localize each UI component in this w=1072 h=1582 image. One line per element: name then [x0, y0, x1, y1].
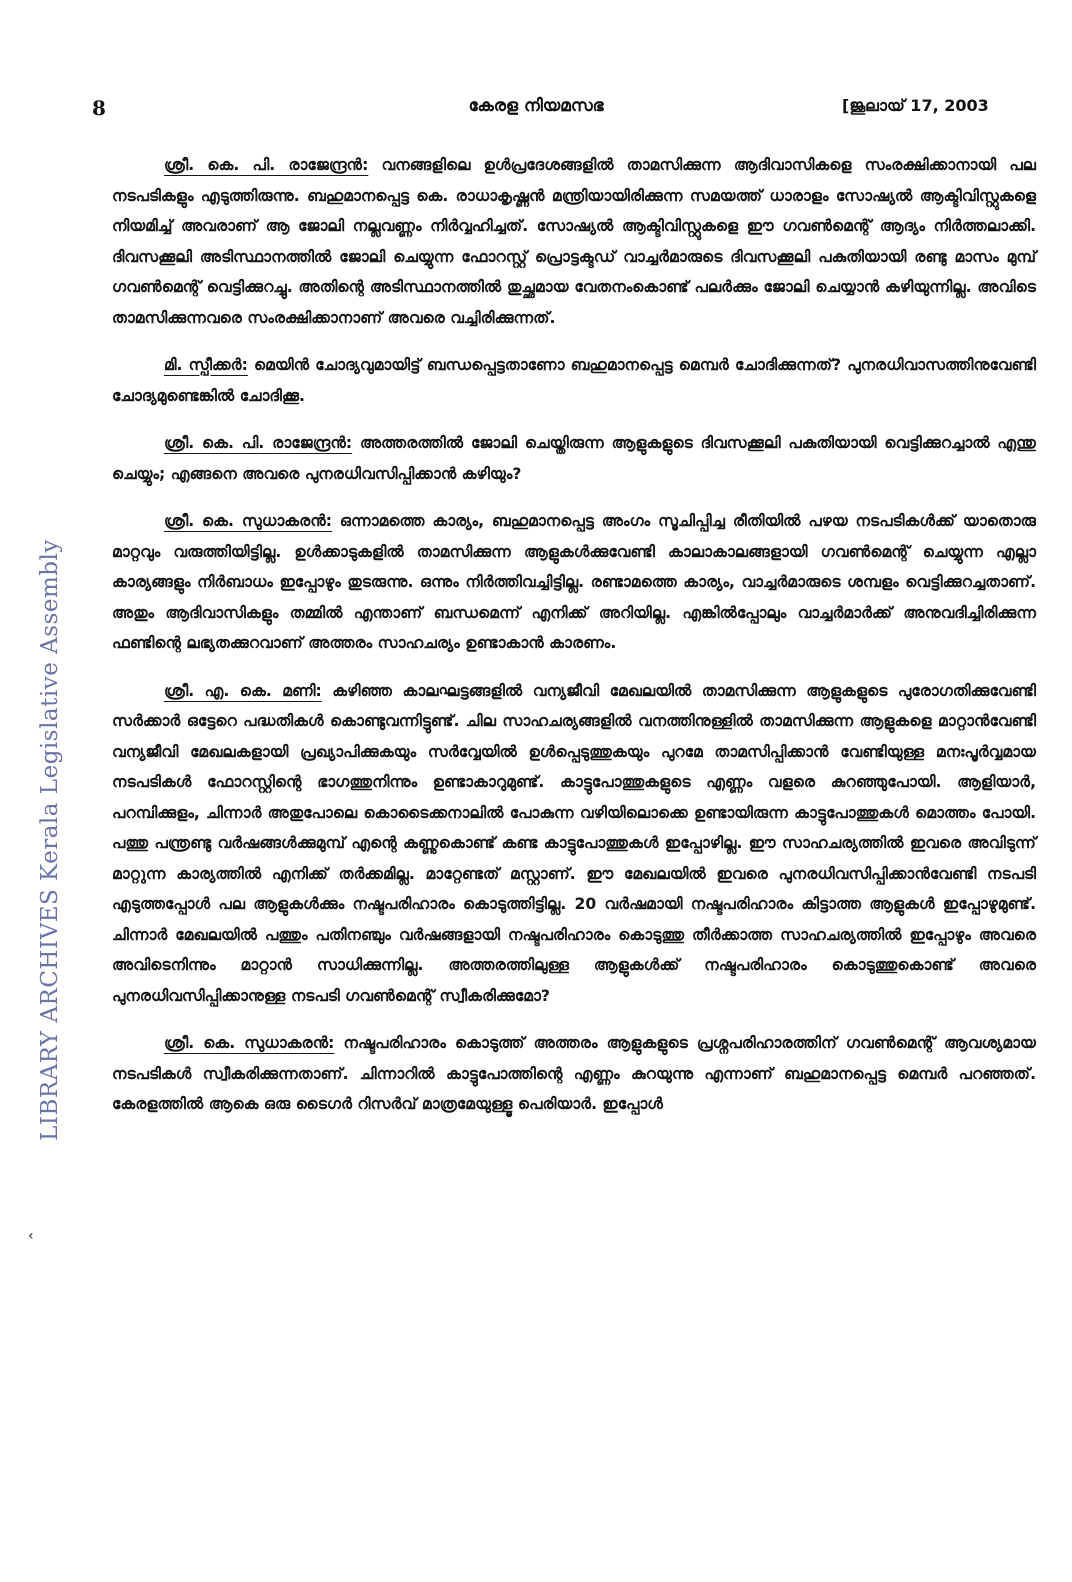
- running-title: കേരള നിയമസഭ: [468, 96, 604, 116]
- page-number: 8: [92, 96, 106, 120]
- speaker-name: ശ്രീ. കെ. സുധാകരൻ:: [164, 1034, 335, 1052]
- speech-text: നഷ്ടപരിഹാരം കൊടുത്ത് അത്തരം ആളുകളുടെ പ്രശ്നപരിഹാരത്തിന് ഗവൺമെന്റ് ആവശ്യമായ നടപടികൾ സ്വീകരിക്കുന്നതാണ്. ചിന്നാറിൽ കാട്ടുപോത്തിന്റെ എണ്ണം കുറയുന്നു എന്നാണ് ബഹുമാനപ്പെട്ട മെമ്പർ പറഞ്ഞത്. കേരളത്തിൽ ആകെ ഒരു ടൈഗർ റിസർവ് മാത്രമേയുള്ളൂ പെരിയാർ. ഇപ്പോൾ: [112, 1034, 1036, 1113]
- paragraph: [112, 150, 1036, 333]
- speaker-name: ശ്രീ. കെ. സുധാകരൻ:: [164, 512, 332, 530]
- speaker-name: ശ്രീ. എ. കെ. മണി:: [164, 681, 322, 700]
- speech-text: മെയിൻ ചോദ്യവുമായിട്ട് ബന്ധപ്പെട്ടതാണോ ബഹുമാനപ്പെട്ട മെമ്പർ ചോദിക്കുന്നത്? പുനരധിവാസത്തിനുവേണ്ടി ചോദ്യമുണ്ടെങ്കിൽ ചോദിക്കൂ.: [112, 356, 1036, 405]
- speaker-name: മി. സ്പീക്കർ:: [164, 356, 248, 374]
- paragraph: [112, 428, 1036, 489]
- speech-text: അത്തരത്തിൽ ജോലി ചെയ്തിരുന്ന ആളുകളുടെ ദിവസക്കൂലി പകുതിയായി വെട്ടിക്കുറച്ചാൽ എന്തു ചെയ്യും; എങ്ങനെ അവരെ പുനരധിവസിപ്പിക്കാൻ കഴിയും?: [112, 434, 1036, 483]
- margin-mark: ‹: [28, 1228, 34, 1244]
- paragraph: [112, 506, 1036, 659]
- speaker-name: ശ്രീ. കെ. പി. രാജേന്ദ്രൻ:: [164, 156, 369, 174]
- paragraph: [112, 350, 1036, 411]
- archive-watermark: LIBRARY ARCHIVES Kerala Legislative Assembly: [37, 539, 63, 1141]
- proceedings-body: [112, 150, 1036, 1137]
- page-header: [0, 96, 1072, 126]
- paragraph: [112, 676, 1036, 1012]
- paragraph: [112, 1028, 1036, 1120]
- speaker-name: ശ്രീ. കെ. പി. രാജേന്ദ്രൻ:: [164, 434, 353, 452]
- running-date: [ജൂലായ് 17, 2003: [842, 96, 989, 115]
- speech-text: വനങ്ങളിലെ ഉൾപ്രദേശങ്ങളിൽ താമസിക്കുന്ന ആദിവാസികളെ സംരക്ഷിക്കാനായി പല നടപടികളും എടുത്തിരുന്നു. ബഹുമാനപ്പെട്ട കെ. രാധാകൃഷ്ണൻ മന്ത്രിയായിരിക്കുന്ന സമയത്ത് ധാരാളം സോഷ്യൽ ആക്ടിവിസ്റ്റുകളെ നിയമിച്ച് അവരാണ് ആ ജോലി നല്ലവണ്ണം നിർവ്വഹിച്ചത്. സോഷ്യൽ ആക്ടിവിസ്റ്റുകളെ ഈ ഗവൺമെന്റ് ആദ്യം നിർത്തലാക്കി. ദിവസക്കൂലി അടിസ്ഥാനത്തിൽ ജോലി ചെയ്യുന്ന ഫോറസ്റ്റ് പ്രൊട്ടക്ടഡ് വാച്ചർമാരുടെ ദിവസക്കൂലി പകുതിയായി രണ്ടു മാസം മുമ്പ് ഗവൺമെന്റ് വെട്ടിക്കുറച്ചു. അതിന്റെ അടിസ്ഥാനത്തിൽ തുച്ഛമായ വേതനംകൊണ്ട് പലർക്കും ജോലി ചെയ്യാൻ കഴിയുന്നില്ല. അവിടെ താമസിക്കുന്നവരെ സംരക്ഷിക്കാനാണ് അവരെ വച്ചിരിക്കുന്നത്.: [112, 156, 1037, 327]
- speech-text: ഒന്നാമത്തെ കാര്യം, ബഹുമാനപ്പെട്ട അംഗം സൂചിപ്പിച്ച രീതിയിൽ പഴയ നടപടികൾക്ക് യാതൊരു മാറ്റവും വരുത്തിയിട്ടില്ല. ഉൾക്കാടുകളിൽ താമസിക്കുന്ന ആളുകൾക്കുവേണ്ടി കാലാകാലങ്ങളായി ഗവൺമെന്റ് ചെയ്യുന്ന എല്ലാ കാര്യങ്ങളും നിർബാധം ഇപ്പോഴും തുടരുന്നു. ഒന്നും നിർത്തിവച്ചിട്ടില്ല. രണ്ടാമത്തെ കാര്യം, വാച്ചർമാരുടെ ശമ്പളം വെട്ടിക്കുറച്ചതാണ്. അതും ആദിവാസികളും തമ്മിൽ എന്താണ് ബന്ധമെന്ന് എനിക്ക് അറിയില്ല. എങ്കിൽപ്പോലും വാച്ചർമാർക്ക് അനുവദിച്ചിരിക്കുന്ന ഫണ്ടിന്റെ ലഭ്യതക്കുറവാണ് അത്തരം സാഹചര്യം ഉണ്ടാകാൻ കാരണം.: [112, 512, 1036, 652]
- speech-text: കഴിഞ്ഞ കാലഘട്ടങ്ങളിൽ വന്യജീവി മേഖലയിൽ താമസിക്കുന്ന ആളുകളുടെ പുരോഗതിക്കുവേണ്ടി സർക്കാർ ഒട്ടേറെ പദ്ധതികൾ കൊണ്ടുവന്നിട്ടുണ്ട്. ചില സാഹചര്യങ്ങളിൽ വനത്തിനുള്ളിൽ താമസിക്കുന്ന ആളുകളെ മാറ്റാൻവേണ്ടി വന്യജീവി മേഖലകളായി പ്രഖ്യാപിക്കുകയും സർവ്വേയിൽ ഉൾപ്പെടുത്തുകയും പുറമേ താമസിപ്പിക്കാൻ വേണ്ടിയുള്ള മനഃപൂർവ്വമായ നടപടികൾ ഫോറസ്റ്റിന്റെ ഭാഗത്തുനിന്നും ഉണ്ടാകാറുമുണ്ട്. കാട്ടുപോത്തുകളുടെ എണ്ണം വളരെ കുറഞ്ഞുപോയി. ആളിയാർ, പറമ്പിക്കുളം, ചിന്നാർ അതുപോലെ കൊടൈക്കനാലിൽ പോകുന്ന വഴിയിലൊക്കെ ഉണ്ടായിരുന്ന കാട്ടുപോത്തുകൾ മൊത്തം പോയി. പത്തു പന്ത്രണ്ടു വർഷങ്ങൾക്കുമുമ്പ് എന്റെ കണ്ണുകൊണ്ട് കണ്ട കാട്ടുപോത്തുകൾ ഇപ്പോഴില്ല. ഈ സാഹചര്യത്തിൽ ഇവരെ അവിടുന്ന് മാറ്റുന്ന കാര്യത്തിൽ എനിക്ക് തർക്കമില്ല. മാറ്റേണ്ടത് മസ്റ്റാണ്. ഈ മേഖലയിൽ ഇവരെ പുനരധിവസിപ്പിക്കാൻവേണ്ടി നടപടി എടുത്തപ്പോൾ പല ആളുകൾക്കും നഷ്ടപരിഹാരം കൊടുത്തിട്ടില്ല. 20 വർഷമായി നഷ്ടപരിഹാരം കിട്ടാത്ത ആളുകൾ ഇപ്പോഴുമുണ്ട്. ചിന്നാർ മേഖലയിൽ പത്തും പതിനഞ്ചും വർഷങ്ങളായി നഷ്ടപരിഹാരം കൊടുത്തു തീർക്കാത്ത സാഹചര്യത്തിൽ ഇപ്പോഴും അവരെ അവിടെനിന്നും മാറ്റാൻ സാധിക്കുന്നില്ല. അത്തരത്തിലുള്ള ആളുകൾക്ക് നഷ്ടപരിഹാരം കൊടുത്തുകൊണ്ട് അവരെ പുനരധിവസിപ്പിക്കാനുള്ള നടപടി ഗവൺമെന്റ് സ്വീകരിക്കുമോ?: [112, 681, 1037, 1005]
